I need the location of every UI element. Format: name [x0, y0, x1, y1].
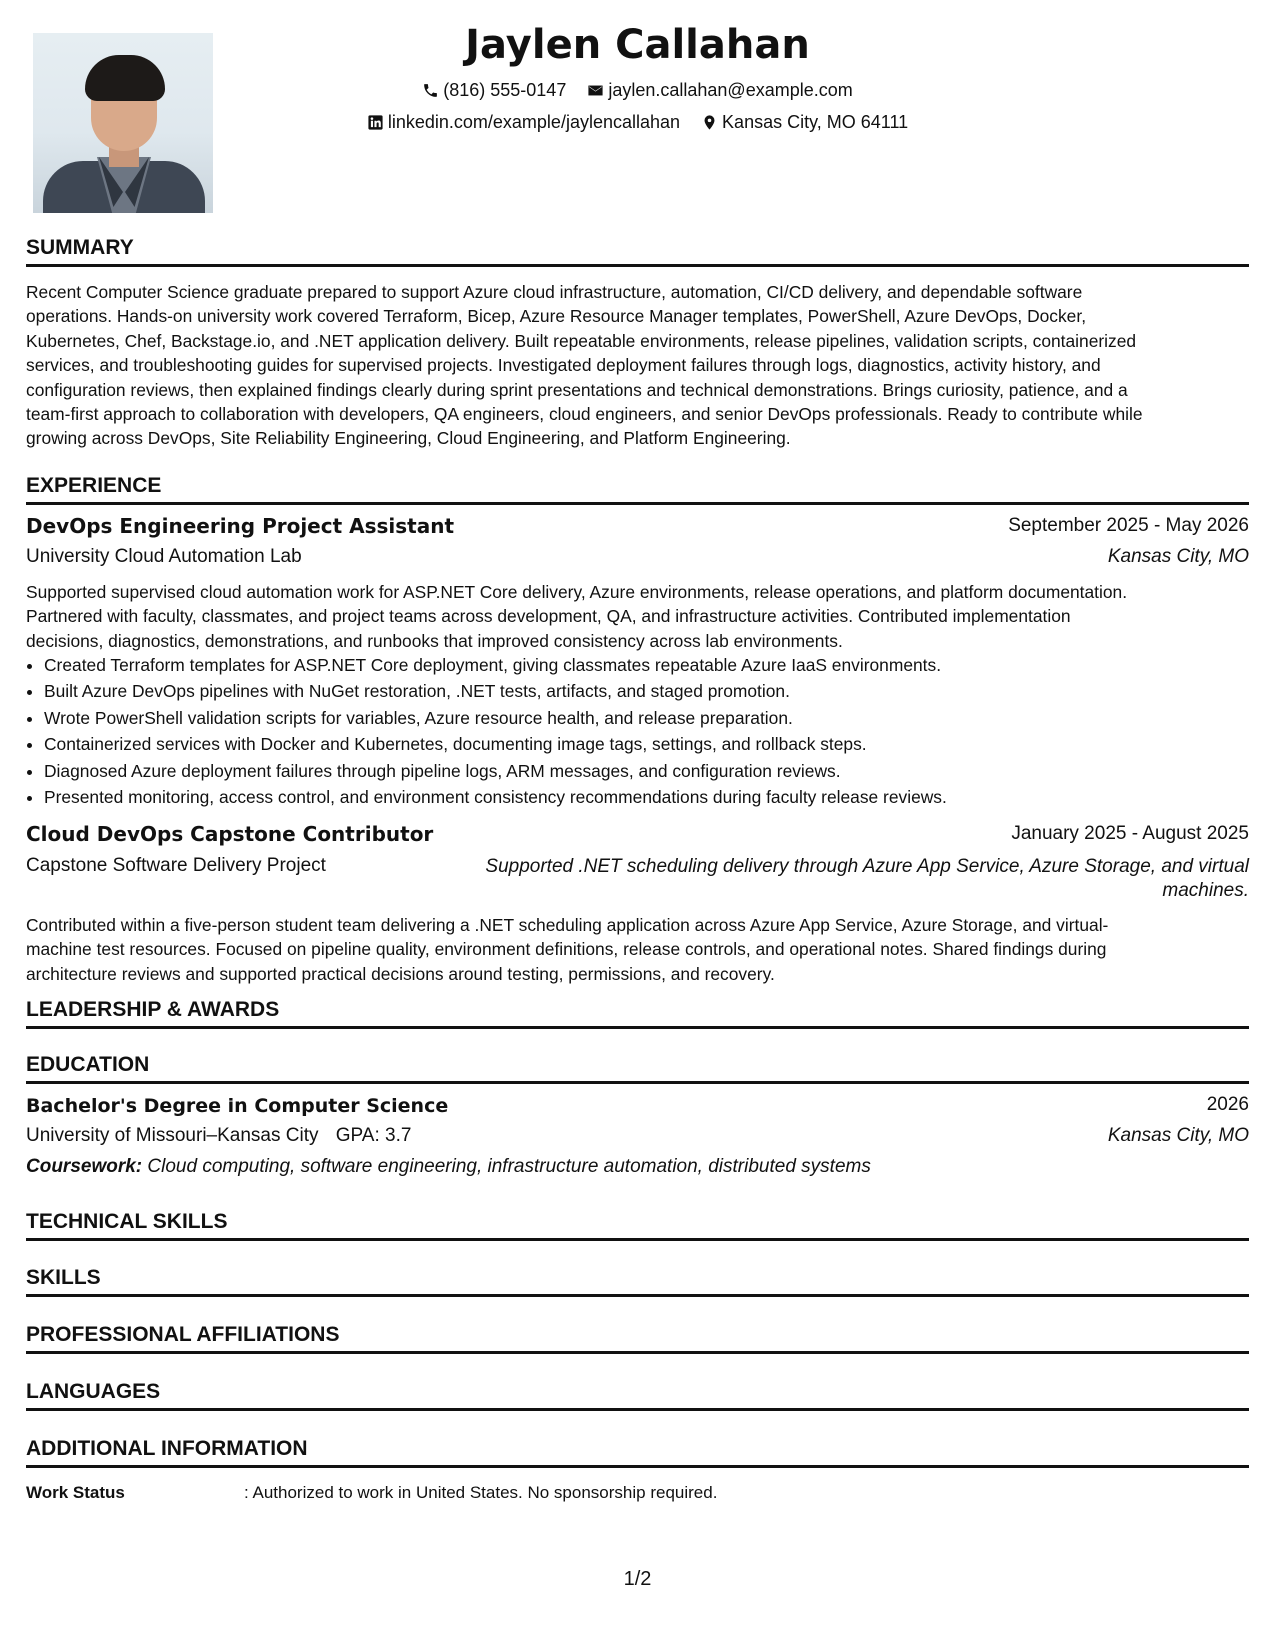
job-description-line: decisions, diagnostics, demonstrations, and runbooks that improved consistency across lab environments. — [26, 630, 843, 651]
job-bullets — [26, 652, 1267, 810]
job-dates: September 2025 - May 2026 — [1008, 515, 1249, 536]
email-text: jaylen.callahan@example.com — [608, 80, 853, 100]
list-item: • Presented monitoring, access control, and environment consistency recommendations during faculty release reviews. — [44, 784, 1267, 810]
education-heading: EDUCATION — [26, 1053, 1249, 1084]
summary-line: services, and troubleshooting guides for supervised projects. Investigated deployment failures through logs, diagnostics, activity history, and — [26, 355, 1101, 376]
phone-text: (816) 555-0147 — [443, 80, 567, 100]
summary-line: growing across DevOps, Site Reliability Engineering, Cloud Engineering, and Platform Engineering. — [26, 428, 791, 449]
phone-icon — [422, 82, 439, 99]
experience-heading: EXPERIENCE — [26, 474, 1249, 505]
contact-line-2 — [26, 112, 1249, 136]
coursework-label: Coursework: — [26, 1156, 143, 1177]
job-description-line: Supported supervised cloud automation work for ASP.NET Core delivery, Azure environments, release operations, and platform documentation. — [26, 582, 1128, 602]
school-location: Kansas City, MO — [1107, 1125, 1249, 1146]
job-description-line: architecture reviews and supported practical decisions around testing, permissions, and recovery. — [26, 963, 775, 984]
job-location: Kansas City, MO — [1107, 546, 1249, 567]
additional-info-heading: ADDITIONAL INFORMATION — [26, 1437, 1249, 1468]
skills-heading: SKILLS — [26, 1266, 1249, 1297]
list-item: • Wrote PowerShell validation scripts for variables, Azure resource health, and release preparation. — [44, 705, 1267, 731]
work-status-label: Work Status — [26, 1483, 125, 1502]
job-title: Cloud DevOps Capstone Contributor — [26, 822, 434, 846]
job-organization: Capstone Software Delivery Project — [26, 855, 326, 876]
linkedin-text: linkedin.com/example/jaylencallahan — [387, 112, 681, 132]
job-organization: University Cloud Automation Lab — [26, 546, 302, 567]
degree-title: Bachelor's Degree in Computer Science — [26, 1095, 449, 1117]
envelope-icon — [587, 82, 604, 99]
job-description-line: machine test resources. Focused on pipeline quality, environment definitions, release controls, and operational notes. Shared findings during — [26, 939, 1107, 960]
languages-heading: LANGUAGES — [26, 1380, 1249, 1411]
location-text: Kansas City, MO 64111 — [722, 112, 909, 132]
job-description — [26, 913, 1249, 986]
summary-text — [26, 280, 1249, 451]
coursework — [26, 1156, 871, 1178]
affiliations-heading: PROFESSIONAL AFFILIATIONS — [26, 1323, 1249, 1354]
graduation-year: 2026 — [1206, 1094, 1249, 1115]
summary-line: configuration reviews, then explained findings clearly during sprint presentations and technical demonstrations. Brings curiosity, patience, and a — [26, 379, 1128, 400]
summary-heading: SUMMARY — [26, 236, 1249, 267]
gpa-text: GPA: 3.7 — [335, 1125, 412, 1146]
job-title: DevOps Engineering Project Assistant — [26, 514, 455, 538]
phone-contact[interactable] — [422, 80, 566, 101]
email-contact[interactable] — [587, 80, 852, 101]
job-dates: January 2025 - August 2025 — [1011, 823, 1249, 844]
resume-page — [26, 0, 1249, 1650]
summary-line: team-first approach to collaboration with developers, QA engineers, cloud engineers, and senior DevOps professionals. Ready to contribute while — [26, 404, 1143, 425]
coursework-text: Cloud computing, software engineering, infrastructure automation, distributed systems — [147, 1156, 871, 1177]
linkedin-icon — [367, 114, 384, 131]
map-pin-icon — [701, 114, 718, 131]
school-text: University of Missouri–Kansas City — [26, 1125, 319, 1146]
summary-line: operations. Hands-on university work covered Terraform, Bicep, Azure Resource Manager templates, PowerShell, Azure DevOps, Docker, — [26, 306, 1087, 327]
job-description-line: Partnered with faculty, classmates, and project teams across development, QA, and infrastructure activities. Contributed implementation — [26, 606, 1071, 627]
location-contact — [701, 112, 908, 133]
summary-line: Recent Computer Science graduate prepared to support Azure cloud infrastructure, automation, CI/CD delivery, and dependable software — [26, 282, 1083, 302]
job-location-line: machines. — [1162, 880, 1249, 901]
list-item: • Containerized services with Docker and Kubernetes, documenting image tags, settings, and rollback steps. — [44, 731, 1267, 757]
technical-skills-heading: TECHNICAL SKILLS — [26, 1210, 1249, 1241]
leadership-heading: LEADERSHIP & AWARDS — [26, 998, 1249, 1029]
job-description — [26, 580, 1249, 653]
list-item: • Diagnosed Azure deployment failures through pipeline logs, ARM messages, and configuration reviews. — [44, 758, 1267, 784]
list-item: • Created Terraform templates for ASP.NET Core deployment, giving classmates repeatable Azure IaaS environments. — [44, 652, 1267, 678]
contact-line-1 — [26, 80, 1249, 104]
job-location — [429, 855, 1249, 903]
job-description-line: Contributed within a five-person student team delivering a .NET scheduling application across Azure App Service, Azure Storage, and virtual- — [26, 915, 1109, 935]
candidate-name: Jaylen Callahan — [465, 22, 810, 68]
list-item: • Built Azure DevOps pipelines with NuGet restoration, .NET tests, artifacts, and staged promotion. — [44, 678, 1267, 704]
school-name — [26, 1125, 411, 1147]
linkedin-contact[interactable] — [367, 112, 680, 133]
summary-line: Kubernetes, Chef, Backstage.io, and .NET application delivery. Built repeatable environments, release pipelines, validation scripts, containerized — [26, 330, 1137, 351]
job-location-line: Supported .NET scheduling delivery through Azure App Service, Azure Storage, and virtual — [485, 856, 1249, 877]
page-number: 1/2 — [623, 1568, 652, 1590]
work-status-value: : Authorized to work in United States. No sponsorship required. — [244, 1483, 718, 1502]
